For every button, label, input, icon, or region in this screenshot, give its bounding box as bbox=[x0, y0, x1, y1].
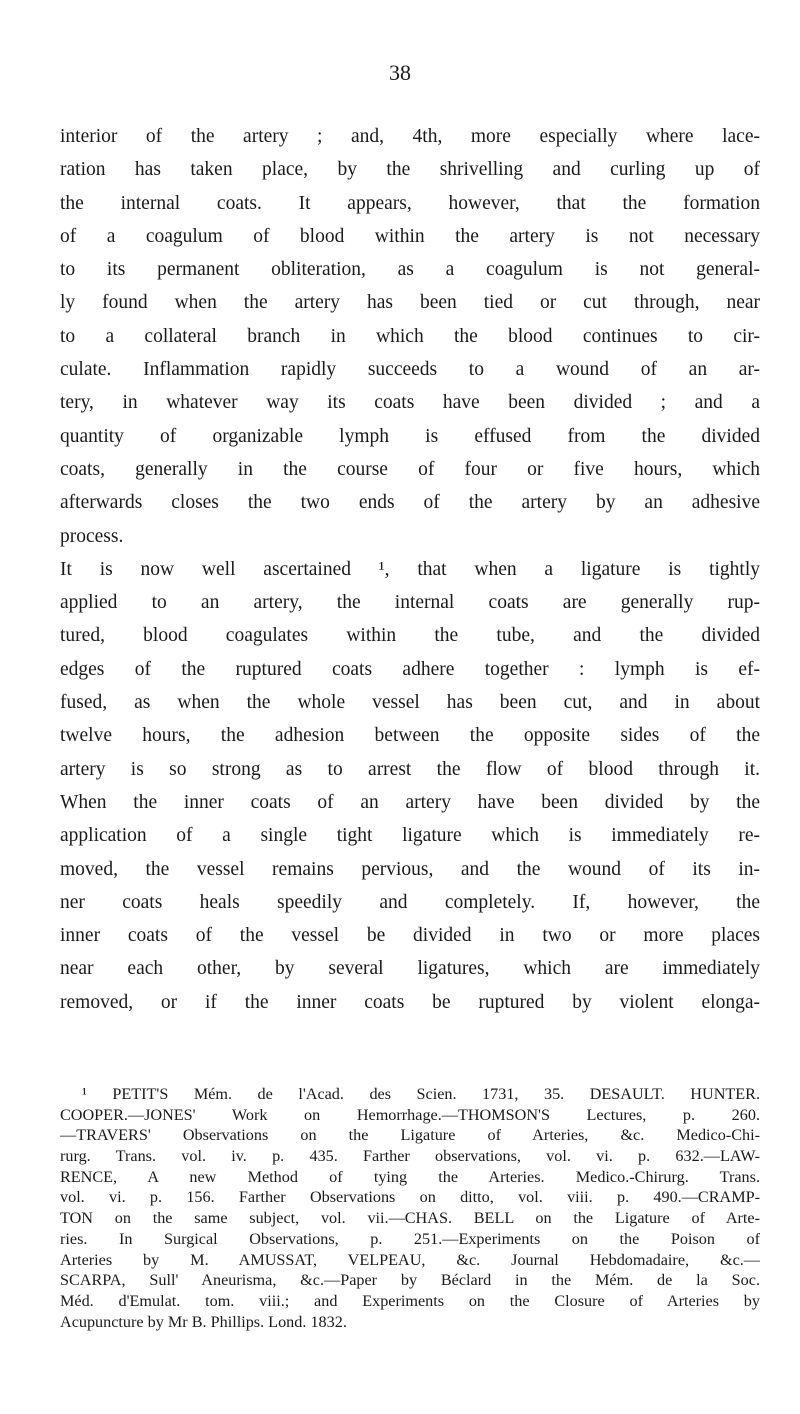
body-line: edges of the ruptured coats adhere together : lymph is ef- bbox=[60, 658, 760, 680]
body-line: to its permanent obliteration, as a coagulum is not general- bbox=[60, 259, 760, 281]
body-line: ly found when the artery has been tied or cut through, near bbox=[60, 292, 760, 314]
body-line: near each other, by several ligatures, which are immediately bbox=[60, 958, 760, 980]
body-line: removed, or if the inner coats be ruptured by violent elonga- bbox=[60, 991, 760, 1013]
body-line: to a collateral branch in which the blood continues to cir- bbox=[60, 325, 760, 347]
body-line: twelve hours, the adhesion between the opposite sides of the bbox=[60, 725, 760, 747]
footnote-line: vol. vi. p. 156. Farther Observations on ditto, vol. viii. p. 490.—CRAMP- bbox=[60, 1188, 760, 1207]
footnote-line: TON on the same subject, vol. vii.—CHAS. BELL on the Ligature of Arte- bbox=[60, 1209, 760, 1228]
footnote-line: RENCE, A new Method of tying the Arteries. Medico.-Chirurg. Trans. bbox=[60, 1167, 760, 1186]
body-line: quantity of organizable lymph is effused from the divided bbox=[60, 425, 760, 447]
footnote-line: SCARPA, Sull' Aneurisma, &c.—Paper by Béclard in the Mém. de la Soc. bbox=[60, 1271, 760, 1290]
footnote-line: ¹ PETIT'S Mém. de l'Acad. des Scien. 1731, 35. DESAULT. HUNTER. bbox=[82, 1085, 760, 1103]
footnote-line: Méd. d'Emulat. tom. viii.; and Experiments on the Closure of Arteries by bbox=[60, 1291, 760, 1310]
footnote-line: COOPER.—JONES' Work on Hemorrhage.—THOMSON'S Lectures, p. 260. bbox=[60, 1105, 760, 1124]
body-line: application of a single tight ligature which is immediately re- bbox=[60, 825, 760, 847]
body-text bbox=[60, 120, 760, 1019]
body-line: of a coagulum of blood within the artery is not necessary bbox=[60, 225, 760, 247]
body-line: coats, generally in the course of four or five hours, which bbox=[60, 458, 760, 480]
body-line: fused, as when the whole vessel has been cut, and in about bbox=[60, 692, 760, 714]
body-line: the internal coats. It appears, however, that the formation bbox=[60, 192, 760, 214]
footnote-line: —TRAVERS' Observations on the Ligature of Arteries, &c. Medico-Chi- bbox=[60, 1126, 760, 1145]
footnote-line: rurg. Trans. vol. iv. p. 435. Farther observations, vol. vi. p. 632.—LAW- bbox=[60, 1147, 760, 1166]
body-line: ration has taken place, by the shrivelling and curling up of bbox=[60, 159, 760, 181]
body-line: interior of the artery ; and, 4th, more especially where lace- bbox=[60, 126, 760, 147]
body-line: When the inner coats of an artery have been divided by the bbox=[60, 791, 760, 813]
footnote-line: Acupuncture by Mr B. Phillips. Lond. 1832. bbox=[60, 1312, 347, 1331]
footnotes bbox=[60, 1084, 760, 1332]
body-line: tured, blood coagulates within the tube, and the divided bbox=[60, 625, 760, 647]
body-line: inner coats of the vessel be divided in two or more places bbox=[60, 925, 760, 947]
body-line: process. bbox=[60, 525, 124, 547]
body-line: It is now well ascertained ¹, that when a ligature is tightly bbox=[60, 558, 760, 580]
body-line: applied to an artery, the internal coats are generally rup- bbox=[60, 592, 760, 614]
body-line: moved, the vessel remains pervious, and the wound of its in- bbox=[60, 858, 760, 880]
page-number: 38 bbox=[389, 60, 411, 85]
body-line: artery is so strong as to arrest the flow of blood through it. bbox=[60, 758, 760, 780]
body-line: ner coats heals speedily and completely. If, however, the bbox=[60, 891, 760, 913]
footnote-line: Arteries by M. AMUSSAT, VELPEAU, &c. Journal Hebdomadaire, &c.— bbox=[60, 1250, 760, 1269]
body-line: culate. Inflammation rapidly succeeds to a wound of an ar- bbox=[60, 359, 760, 381]
body-line: afterwards closes the two ends of the artery by an adhesive bbox=[60, 492, 760, 514]
footnote-line: ries. In Surgical Observations, p. 251.—Experiments on the Poison of bbox=[60, 1229, 760, 1248]
body-line: tery, in whatever way its coats have been divided ; and a bbox=[60, 392, 760, 414]
